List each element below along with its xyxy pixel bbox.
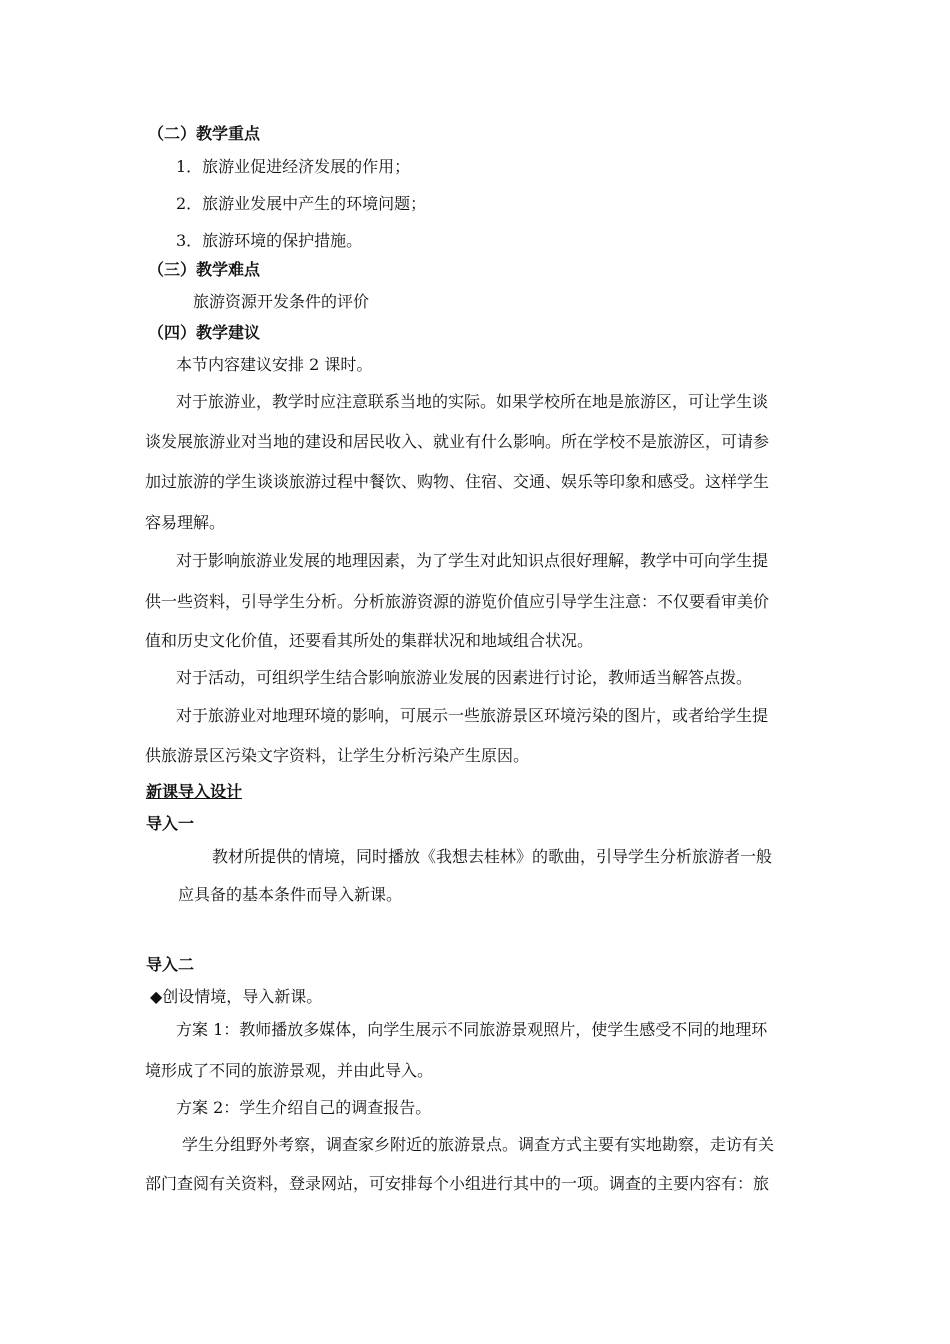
intro2-line: 方案 1：教师播放多媒体，向学生展示不同旅游景观照片，使学生感受不同的地理环 <box>176 1020 768 1039</box>
intro1-line: 教材所提供的情境，同时播放《我想去桂林》的歌曲，引导学生分析旅游者一般 <box>212 847 773 866</box>
advice-line: 谈发展旅游业对当地的建设和居民收入、就业有什么影响。所在学校不是旅游区，可请参 <box>145 432 770 451</box>
teaching-focus-heading: （二）教学重点 <box>148 124 261 143</box>
focus-item-2: 2．旅游业发展中产生的环境问题； <box>176 194 427 213</box>
intro2-heading: 导入二 <box>146 955 195 974</box>
intro2-line: 部门查阅有关资料，登录网站，可安排每个小组进行其中的一项。调查的主要内容有：旅 <box>145 1174 770 1193</box>
advice-line: 容易理解。 <box>145 513 226 532</box>
advice-line: 对于影响旅游业发展的地理因素，为了学生对此知识点很好理解，教学中可向学生提 <box>176 551 769 570</box>
advice-line: 供旅游景区污染文字资料，让学生分析污染产生原因。 <box>145 746 530 765</box>
advice-line: 对于旅游业对地理环境的影响，可展示一些旅游景区环境污染的图片，或者给学生提 <box>176 706 769 725</box>
intro2-line: 方案 2：学生介绍自己的调查报告。 <box>176 1098 432 1117</box>
advice-line: 对于旅游业，教学时应注意联系当地的实际。如果学校所在地是旅游区，可让学生谈 <box>176 392 769 411</box>
intro2-line: 境形成了不同的旅游景观，并由此导入。 <box>145 1061 434 1080</box>
focus-item-3: 3．旅游环境的保护措施。 <box>176 231 363 250</box>
intro1-line: 应具备的基本条件而导入新课。 <box>178 885 403 904</box>
focus-item-1: 1．旅游业促进经济发展的作用； <box>176 157 411 176</box>
teaching-advice-heading: （四）教学建议 <box>148 323 261 342</box>
advice-line: 对于活动，可组织学生结合影响旅游业发展的因素进行讨论，教师适当解答点拨。 <box>176 668 753 687</box>
intro1-heading: 导入一 <box>146 814 195 833</box>
difficulty-text: 旅游资源开发条件的评价 <box>193 292 370 311</box>
advice-line: 供一些资料，引导学生分析。分析旅游资源的游览价值应引导学生注意：不仅要看审美价 <box>145 592 770 611</box>
advice-line: 值和历史文化价值，还要看其所处的集群状况和地域组合状况。 <box>145 631 594 650</box>
teaching-difficulty-heading: （三）教学难点 <box>148 260 261 279</box>
intro2-line: ◆创设情境，导入新课。 <box>150 987 323 1006</box>
advice-line: 本节内容建议安排 2 课时。 <box>176 355 373 374</box>
intro-design-heading: 新课导入设计 <box>146 782 243 801</box>
intro2-line: 学生分组野外考察，调查家乡附近的旅游景点。调查方式主要有实地勘察，走访有关 <box>182 1135 775 1154</box>
advice-line: 加过旅游的学生谈谈旅游过程中餐饮、购物、住宿、交通、娱乐等印象和感受。这样学生 <box>145 472 770 491</box>
